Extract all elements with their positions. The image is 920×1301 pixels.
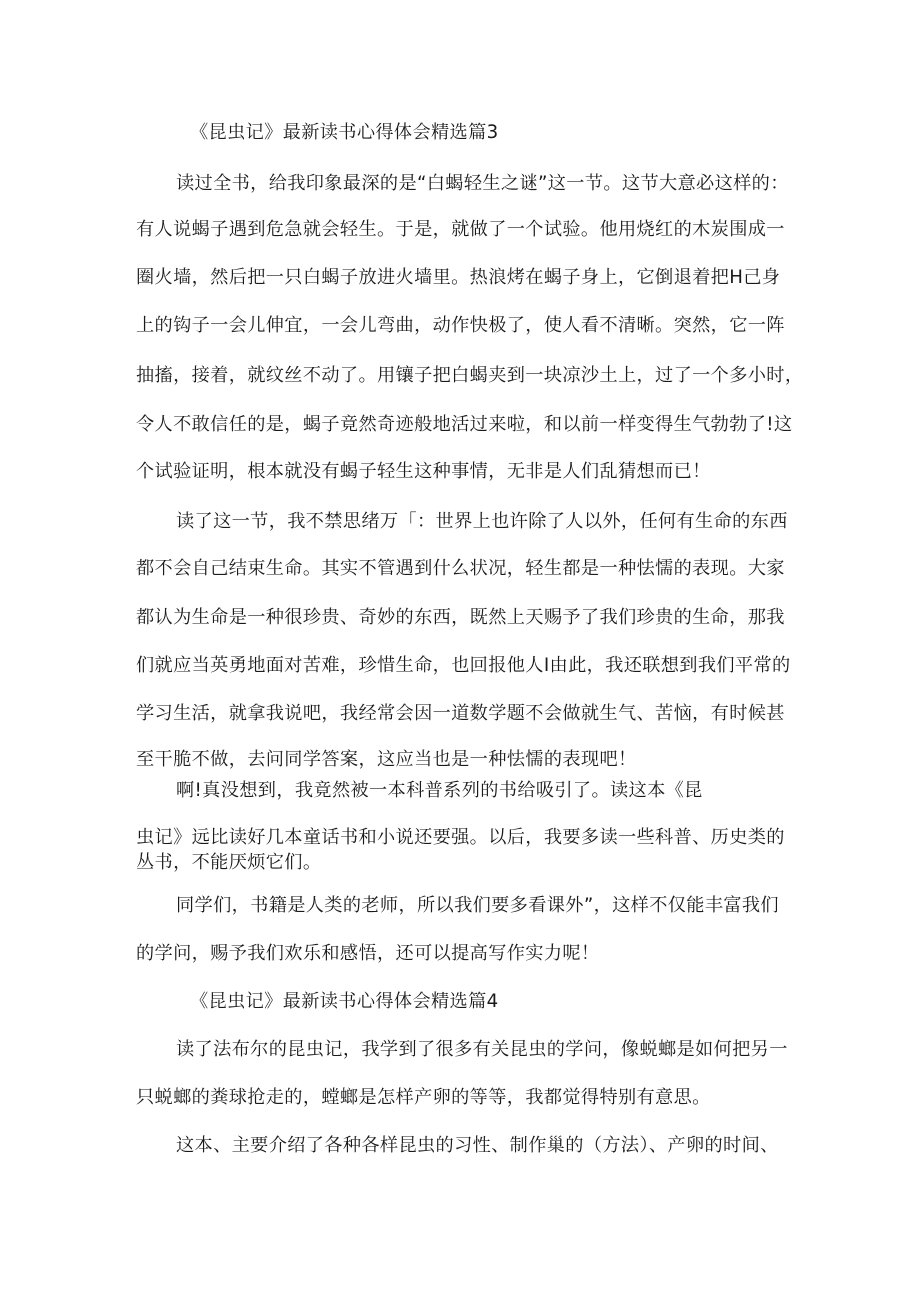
- paragraph-5-line-2: 只蜕螂的粪球抢走的，螳螂是怎样产卵的等等，我都觉得特别有意思。: [136, 1087, 711, 1108]
- paragraph-1-line-5: 抽搐，接着，就纹丝不动了。用镶子把白蝎夹到一块凉沙土上，过了一个多小时，: [136, 365, 804, 386]
- paragraph-1-line-4: 上的钩子一会儿伸宜，一会儿弯曲，动作快极了，使人看不清晰。突然，它一阵: [136, 315, 785, 336]
- paragraph-2-line-1: 读了这一节，我不禁思绪万「：世界上也许除了人以外，任何有生命的东西: [176, 511, 788, 532]
- paragraph-2-line-2: 都不会自己结束生命。其实不管遇到什么状况，轻生都是一种怯懦的表现。大家: [136, 558, 785, 579]
- paragraph-1-line-1: 读过全书，给我印象最深的是“白蝎轻生之谜”这一节。这节大意必这样的：: [176, 173, 789, 194]
- paragraph-3-line-2: 虫记》远比读好几本童话书和小说还要强。以后，我要多读一些科普、历史类的: [136, 827, 785, 848]
- paragraph-4-line-1: 同学们，书籍是人类的老师，所以我们要多看课外”，这样不仅能丰富我们: [176, 895, 779, 916]
- section-heading-3: 《昆虫记》最新读书心得体会精选篇3: [190, 122, 499, 143]
- paragraph-6-line-1: 这本、主要介绍了各种各样昆虫的习性、制作巢的（方法）、产卵的时间、: [176, 1135, 779, 1156]
- paragraph-1-line-7: 个试验证明，根本就没有蝎子轻生这种事情，无非是人们乱猜想而已！: [136, 461, 711, 482]
- paragraph-1-line-2: 有人说蝎子遇到危急就会轻生。于是，就做了一个试验。他用烧红的木炭围成一: [136, 219, 785, 240]
- section-heading-4: 《昆虫记》最新读书心得体会精选篇4: [190, 991, 499, 1012]
- paragraph-1-line-3: 圈火墙，然后把一只白蝎子放进火墙里。热浪烤在蝎子身上，它倒退着把H己身: [136, 267, 781, 288]
- paragraph-3-line-1: 啊!真没想到，我竟然被一本科普系列的书给吸引了。读这本《昆: [176, 780, 703, 801]
- paragraph-4-line-2: 的学问，赐予我们欢乐和感悟，还可以提高写作实力呢！: [136, 943, 600, 964]
- paragraph-2-line-6: 至干脆不做，去问同学答案，这应当也是一种怯懦的表现吧！: [136, 749, 637, 770]
- paragraph-2-line-3: 都认为生命是一种很珍贵、奇妙的东西，既然上天赐予了我们珍贵的生命，那我: [136, 607, 785, 628]
- paragraph-2-line-5: 学习生活，就拿我说吧，我经常会因一道数学题不会做就生气、苦恼，有时候甚: [136, 703, 785, 724]
- paragraph-5-line-1: 读了法布尔的昆虫记，我学到了很多有关昆虫的学问，像蜕螂是如何把另一: [176, 1039, 788, 1060]
- paragraph-2-line-4: 们就应当英勇地面对苦难，珍惜生命，也回报他人I由此，我还联想到我们平常的: [136, 655, 791, 676]
- paragraph-3-line-3: 丛书，不能厌烦它们。: [136, 852, 322, 873]
- paragraph-1-line-6: 令人不敢信任的是，蝎子竟然奇迹般地活过来啦，和以前一样变得生气勃勃了!这: [136, 414, 793, 435]
